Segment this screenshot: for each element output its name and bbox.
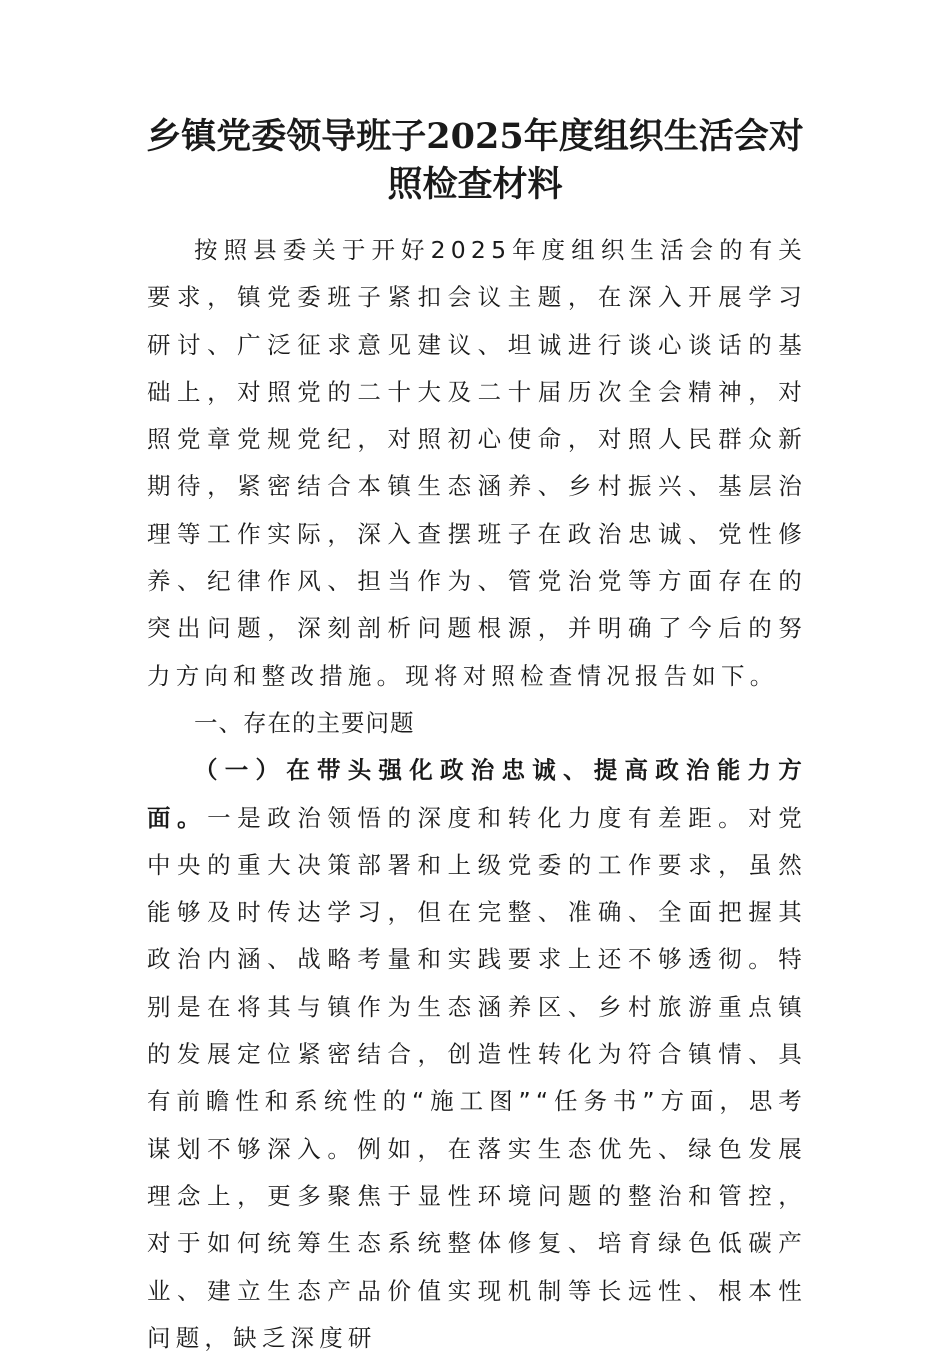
subsection-1-heading: （一）在带头强化政治忠诚、提高政治能力方面。 (147, 756, 807, 832)
document-title-line-2: 照检查材料 (387, 164, 563, 205)
document-body (147, 227, 807, 1362)
section-heading-main-problems: 一、存在的主要问题 (194, 708, 415, 737)
intro-paragraph: 按照县委关于开好2025年度组织生活会的有关要求，镇党委班子紧扣会议主题，在深入开展学习研讨、广泛征求意见建议、坦诚进行谈心谈话的基础上，对照党的二十大及二十届历次全会精神，对照党章党规党纪，对照初心使命，对照人民群众新期待，紧密结合本镇生态涵养、乡村振兴、基层治理等工作实际，深入查摆班子在政治忠诚、党性修养、纪律作风、担当作为、管党治党等方面存在的突出问题，深刻剖析问题根源，并明确了今后的努力方向和整改措施。现将对照检查情况报告如下。 (147, 236, 807, 690)
document-title-line-1: 乡镇党委领导班子2025年度组织生活会对 (146, 116, 804, 157)
subsection-1-body: 一是政治领悟的深度和转化力度有差距。对党中央的重大决策部署和上级党委的工作要求，虽然能够及时传达学习，但在完整、准确、全面把握其政治内涵、战略考量和实践要求上还不够透彻。特别是在将其与镇作为生态涵养区、乡村旅游重点镇的发展定位紧密结合，创造性转化为符合镇情、具有前瞻性和系统性的“施工图”“任务书”方面，思考谋划不够深入。例如，在落实生态优先、绿色发展理念上，更多聚焦于显性环境问题的整治和管控，对于如何统筹生态系统整体修复、培育绿色低碳产业、建立生态产品价值实现机制等长远性、根本性问题，缺乏深度研 (147, 803, 807, 1352)
subsection-1-paragraph (147, 747, 807, 1362)
